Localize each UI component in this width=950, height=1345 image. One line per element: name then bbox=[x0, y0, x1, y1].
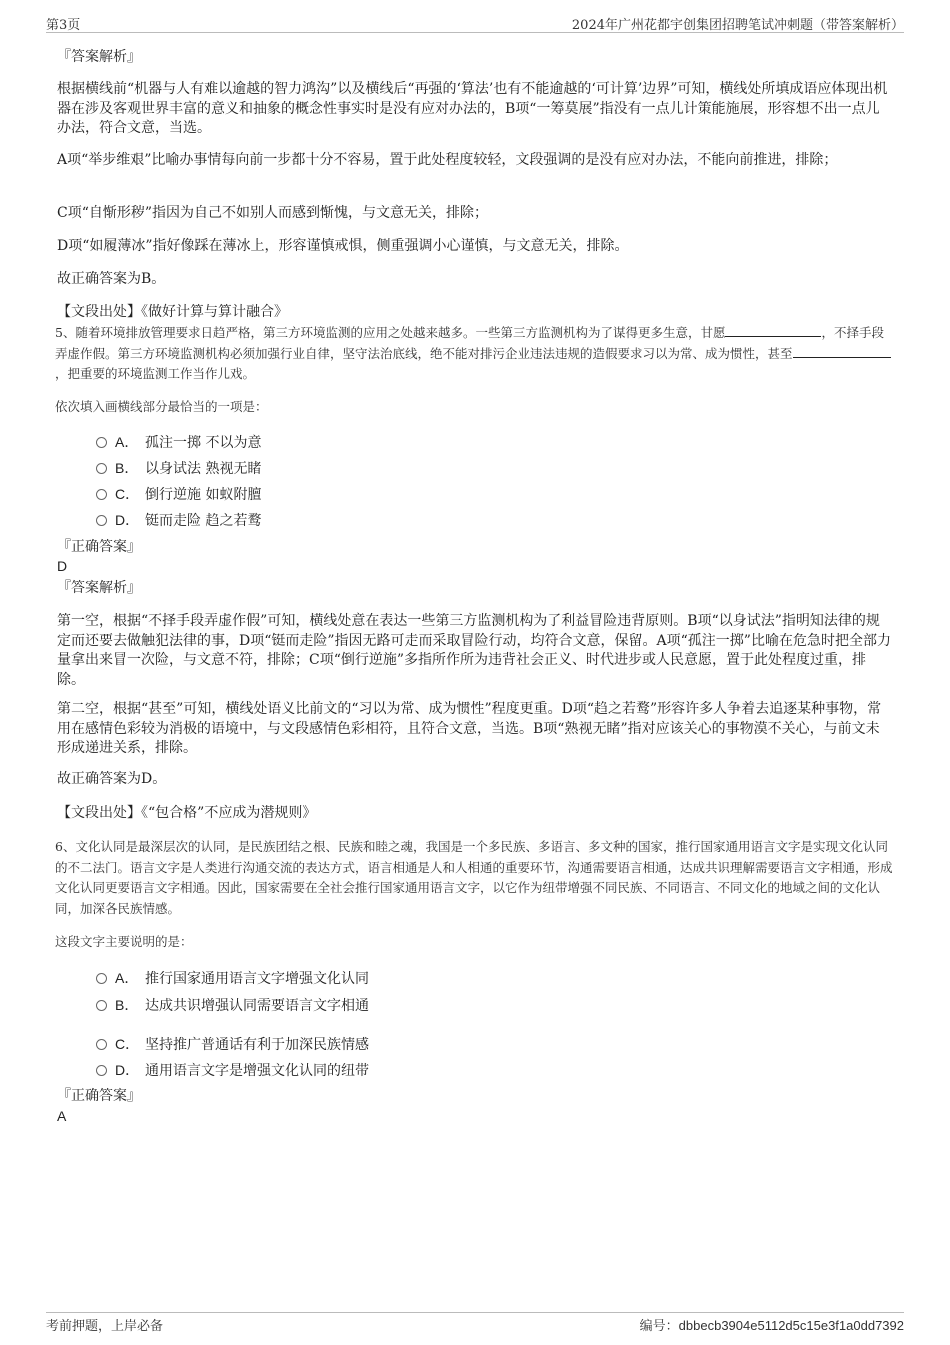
q5-conclusion: 故正确答案为D。 bbox=[57, 771, 167, 787]
q5-analysis-p1: 第一空，根据“不择手段弄虚作假”可知，横线处意在表达一些第三方监测机构为了利益冒险违背原则。B项“以身试法”指明知法律的规定而还要去做触犯法律的事，D项“铤而走险”指因无路可走而采取冒险行动，均符合文意，保留。A项“孤注一掷”比喻在危急时把全部力量拿出来冒一次险，与文意不符，排除；C项“倒行逆施”多指所作所为违背社会正义、时代进步或人民意愿，置于此处程度过重，排除。 bbox=[57, 613, 891, 688]
q6-option-c[interactable]: C． 坚持推广普通话有利于加深民族情感 bbox=[96, 1034, 369, 1055]
q6-correct-answer: A bbox=[57, 1108, 67, 1124]
radio-icon[interactable] bbox=[96, 973, 107, 984]
radio-icon[interactable] bbox=[96, 437, 107, 448]
q4-source: 【文段出处】《做好计算与算计融合》 bbox=[57, 304, 288, 320]
q5-analysis-p2: 第二空，根据“甚至”可知，横线处语义比前文的“习以为常、成为惯性”程度更重。D项“趋之若鹜”形容许多人争着去追逐某种事物，常用在感情色彩较为消极的语境中，与文段感情色彩相符，且符合文意，当选。B项“熟视无睹”指对应该关心的事物漠不关心，与前文未形成递进关系，排除。 bbox=[57, 701, 882, 756]
footer-slogan: 考前押题，上岸必备 bbox=[46, 1319, 164, 1334]
radio-icon[interactable] bbox=[96, 1000, 107, 1011]
q6-prompt: 这段文字主要说明的是： bbox=[55, 934, 193, 949]
q6-correct-label: 『正确答案』 bbox=[57, 1088, 141, 1104]
q5-correct-label: 『正确答案』 bbox=[57, 539, 141, 555]
q5-option-d[interactable]: D． 铤而走险 趋之若鹜 bbox=[96, 510, 261, 531]
document-id-label: 编号： bbox=[639, 1319, 679, 1334]
q5-analysis-label: 『答案解析』 bbox=[57, 580, 141, 596]
q4-analysis-p3: C项“自惭形秽”指因为自己不如别人而感到惭愧，与文意无关，排除； bbox=[57, 205, 489, 221]
q5-correct-answer: D bbox=[57, 558, 68, 574]
q5-source: 【文段出处】《“包合格”不应成为潜规则》 bbox=[57, 805, 317, 821]
q5-option-a[interactable]: A． 孤注一掷 不以为意 bbox=[96, 432, 261, 453]
page-header bbox=[46, 12, 904, 33]
document-title: 2024年广州花都宇创集团招聘笔试冲刺题（带答案解析） bbox=[571, 18, 904, 33]
q4-analysis-p4: D项“如履薄冰”指好像踩在薄冰上，形容谨慎戒惧，侧重强调小心谨慎，与文意无关，排除。 bbox=[57, 238, 629, 254]
radio-icon[interactable] bbox=[96, 1065, 107, 1076]
q4-conclusion: 故正确答案为B。 bbox=[57, 271, 166, 287]
q5-blank-2 bbox=[793, 345, 891, 358]
q5-stem-part-c: ，把重要的环境监测工作当作儿戏。 bbox=[55, 366, 256, 381]
q4-analysis-p2: A项“举步维艰”比喻办事情每向前一步都十分不容易，置于此处程度较轻，文段强调的是没有应对办法，不能向前推进，排除； bbox=[57, 152, 838, 168]
q5-prompt: 依次填入画横线部分最恰当的一项是： bbox=[55, 399, 268, 414]
q4-analysis-p1: 根据横线前“机器与人有难以逾越的智力鸿沟”以及横线后“再强的‘算法’也有不能逾越的‘可计算’边界”可知，横线处所填成语应体现出机器在涉及客观世界丰富的意义和抽象的概念性事实时是没有应对办法的，B项“一筹莫展”指没有一点儿计策能施展，形容想不出一点儿办法，符合文意，当选。 bbox=[57, 81, 888, 136]
q5-blank-1 bbox=[725, 324, 821, 337]
q5-option-c[interactable]: C． 倒行逆施 如蚁附膻 bbox=[96, 484, 261, 505]
radio-icon[interactable] bbox=[96, 515, 107, 526]
document-id bbox=[640, 1315, 904, 1334]
page-number: 第3页 bbox=[46, 18, 81, 33]
q6-stem: 6、文化认同是最深层次的认同，是民族团结之根、民族和睦之魂，我国是一个多民族、多语言、多文种的国家，推行国家通用语言文字是实现文化认同的不二法门。语言文字是人类进行沟通交流的表达方式，语言相通是人和人相通的重要环节，沟通需要语言相通，达成共识理解需要语言文字相通，形成文化认同更要语言文字相通。因此，国家需要在全社会推行国家通用语言文字，以它作为纽带增强不同民族、不同语言、不同文化的地域之间的文化认同，加深各民族情感。 bbox=[55, 839, 893, 916]
document-id-value: dbbecb3904e5112d5c15e3f1a0dd7392 bbox=[678, 1318, 904, 1333]
radio-icon[interactable] bbox=[96, 463, 107, 474]
radio-icon[interactable] bbox=[96, 1039, 107, 1050]
q6-option-d[interactable]: D． 通用语言文字是增强文化认同的纽带 bbox=[96, 1060, 369, 1081]
q5-stem-part-a: 5、随着环境排放管理要求日趋严格，第三方环境监测的应用之处越来越多。一些第三方监测机构为了谋得更多生意，甘愿 bbox=[55, 325, 726, 340]
q6-option-b[interactable]: B． 达成共识增强认同需要语言文字相通 bbox=[96, 995, 369, 1016]
q5-stem bbox=[55, 323, 893, 385]
page-footer bbox=[46, 1312, 904, 1335]
q5-stem-part-b: ，不择手段弄虚作假。第三方环境监测机构必须加强行业自律，坚守法治底线，绝不能对排污企业违法违规的造假要求习以为常、成为惯性，甚至 bbox=[55, 325, 884, 361]
q5-option-b[interactable]: B． 以身试法 熟视无睹 bbox=[96, 458, 261, 479]
radio-icon[interactable] bbox=[96, 489, 107, 500]
q6-option-a[interactable]: A． 推行国家通用语言文字增强文化认同 bbox=[96, 968, 369, 989]
q4-analysis-label: 『答案解析』 bbox=[57, 49, 141, 65]
